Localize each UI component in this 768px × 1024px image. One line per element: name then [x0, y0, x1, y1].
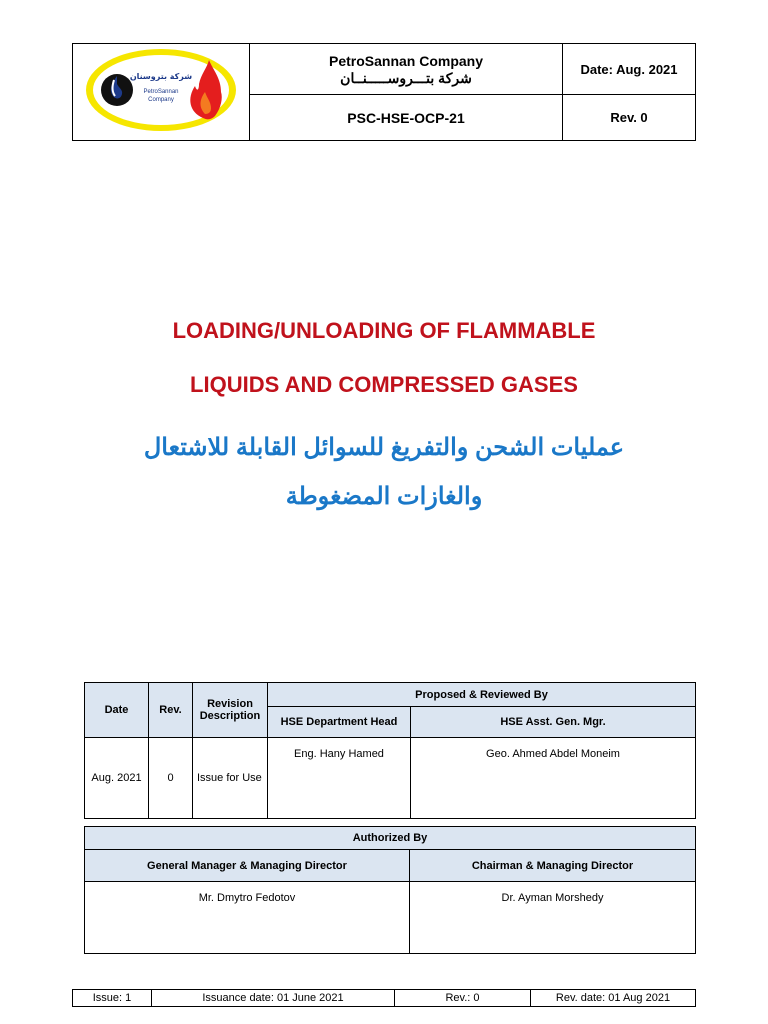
company-name-ar: شركة بتـــروســـــنــان	[340, 69, 472, 86]
footer-rev-date: Rev. date: 01 Aug 2021	[531, 990, 696, 1007]
company-logo	[81, 46, 241, 134]
company-name-cell	[250, 44, 563, 95]
auth-col-chair: Chairman & Managing Director	[410, 850, 696, 882]
rev-row-hse-mgr: Geo. Ahmed Abdel Moneim	[411, 738, 696, 819]
title-en-line2: LIQUIDS AND COMPRESSED GASES	[190, 372, 578, 397]
doc-number: PSC-HSE-OCP-21	[250, 95, 563, 141]
logo-text-en-1: PetroSannan	[143, 88, 179, 95]
logo-cell	[73, 44, 250, 141]
rev-row-rev: 0	[149, 738, 193, 819]
auth-col-gm: General Manager & Managing Director	[85, 850, 410, 882]
authorized-table	[84, 826, 696, 954]
rev-col-date: Date	[85, 683, 149, 738]
rev-row-hse-head: Eng. Hany Hamed	[268, 738, 411, 819]
logo-text-en-2: Company	[148, 96, 174, 103]
table-row	[85, 882, 696, 954]
rev-row-date: Aug. 2021	[85, 738, 149, 819]
auth-gm-name: Mr. Dmytro Fedotov	[85, 882, 410, 954]
doc-revision: Rev. 0	[563, 95, 696, 141]
footer-issuance-date: Issuance date: 01 June 2021	[152, 990, 395, 1007]
logo-text-ar: شركة بتروسنان	[129, 71, 193, 81]
doc-date: Date: Aug. 2021	[563, 44, 696, 95]
footer-rev: Rev.: 0	[395, 990, 531, 1007]
title-ar-line2: والغازات المضغوطة	[285, 483, 483, 510]
title-en-line1: LOADING/UNLOADING OF FLAMMABLE	[172, 318, 596, 343]
document-header	[72, 43, 696, 141]
revision-table	[84, 682, 696, 819]
document-footer	[72, 989, 696, 1007]
auth-header: Authorized By	[85, 827, 696, 850]
rev-col-desc: Revision Description	[193, 683, 268, 738]
rev-row-desc: Issue for Use	[193, 738, 268, 819]
footer-issue: Issue: 1	[73, 990, 152, 1007]
rev-col-hse-mgr: HSE Asst. Gen. Mgr.	[411, 707, 696, 738]
rev-col-rev: Rev.	[149, 683, 193, 738]
title-ar-line1: عمليات الشحن والتفريغ للسوائل القابلة للاشتعال	[143, 434, 625, 461]
rev-group-header: Proposed & Reviewed By	[268, 683, 696, 707]
oil-drop-icon	[101, 74, 133, 106]
company-name-en: PetroSannan Company	[328, 52, 484, 69]
auth-chair-name: Dr. Ayman Morshedy	[410, 882, 696, 954]
rev-col-hse-head: HSE Department Head	[268, 707, 411, 738]
table-row	[85, 738, 696, 819]
